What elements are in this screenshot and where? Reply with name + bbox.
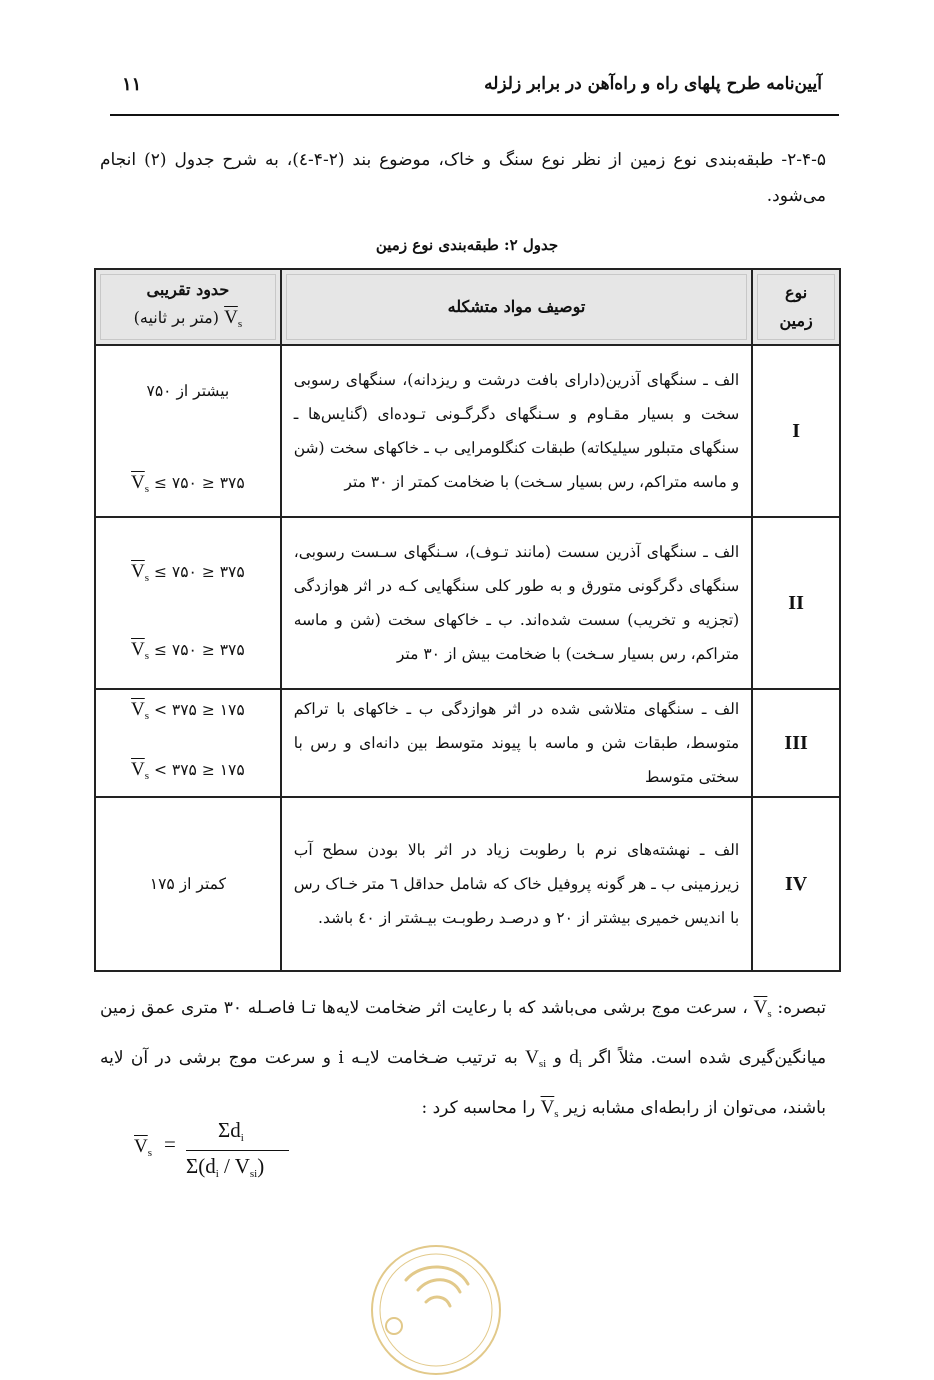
note-text-2: به ترتیب ضـخامت لایـه i و سرعت موج برشی در آن لایه باشند، می‌توان از رابطه‌ای مشابه زیر [100, 1048, 826, 1118]
vs-average-formula [134, 1118, 304, 1188]
note-paragraph: تبصره: $V_s$ ، سرعت موج برشی می‌باشد که با رعایت اثر ضخامت لایه‌ها تـا فاصـله ۳۰ متری عمق زمین میانگین‌گیری شده است. مثلاً اگر $d_i$ و $V_{si}$ به ترتیب ضـخامت لایـه i و سرعت موج برشی در آن لایه باشند، می‌توان از رابطه‌ای مشابه زیر $V_s$ را محاسبه کرد : [100, 997, 827, 1120]
description-cell: الف ـ سنگهای آذرین سست (مانند تـوف)، سـنگهای سـست رسوبی، سنگهای دگرگونی متورق و به طور کلی سنگهایی کـه در اثر هوازدگی (تجزیه و تخریب) سست شده‌اند. ب ـ خاکهای سخت (شن و ماسه متراکم، رس بسیار سـخت) با ضخامت بیش از ۳۰ متر [281, 517, 752, 689]
vs-symbol: V [131, 699, 145, 720]
velocity-cell [95, 797, 281, 971]
running-header-title: آیین‌نامه طرح پلهای راه و راه‌آهن در برابر زلزله [484, 74, 822, 94]
soil-type-cell: IV [752, 797, 840, 971]
vs-symbol: V [224, 307, 238, 328]
header-soil-type [752, 269, 840, 345]
velocity-range-a: کمتر از ۱۷۵ [149, 875, 226, 893]
description-cell: الف ـ سنگهای متلاشی شده در اثر هوازدگی ب ـ خاکهای با تراکم متوسط، طبقات شن و ماسه با پیوند متوسط بین دانه‌ای و رس با سختی متوسط [281, 689, 752, 797]
velocity-cell [95, 689, 281, 797]
note-text-1: ، سرعت موج برشی می‌باشد که با رعایت اثر ضخامت لایه‌ها تـا فاصـله ۳۰ متری عمق زمین میانگین‌گیری شده است. مثلاً اگر [100, 998, 827, 1068]
formula-numerator: $\Sigma d_i$ [218, 1118, 244, 1144]
vsi-symbol: $V_{si}$ [525, 1047, 547, 1070]
soil-classification-table [94, 268, 841, 972]
table-row [95, 689, 840, 797]
note-and: و [553, 1048, 562, 1068]
header-description-label: توصیف مواد متشکله [447, 297, 586, 316]
vs-symbol: V [131, 561, 145, 582]
soil-type-cell: III [752, 689, 840, 797]
soil-type-cell: II [752, 517, 840, 689]
vs-symbol: V [131, 639, 145, 660]
velocity-range-b: ۳۷۵ ≤ $V_s$ ≤ ۷۵۰ [131, 472, 245, 495]
description-cell: الف ـ سنگهای آذرین(دارای بافت درشت و ریزدانه)، سنگهای رسوبی سخت و بسیار مقـاوم و سـنگهای دگرگـونی تـوده‌ای (گنایس‌ها ـ سنگهای متبلور سیلیکاته) طبقات کنگلومرایی ب ـ خاکهای سخت (شن و ماسه متراکم، رس بسیار سـخت) با ضخامت کمتر از ۳۰ متر [281, 345, 752, 517]
note-text-3: را محاسبه کرد : [421, 1098, 536, 1118]
header-velocity-unit-line: $V_s$ (متر بر ثانیه) [133, 307, 243, 330]
header-description [281, 269, 752, 345]
di-symbol: $d_i$ [569, 1047, 582, 1070]
velocity-range-a: بیشتر از ۷۵۰ [146, 382, 230, 400]
soil-type-cell: I [752, 345, 840, 517]
formula-fraction-bar [186, 1150, 289, 1151]
watermark-seal [366, 1240, 506, 1380]
table-row [95, 345, 840, 517]
vs-symbol: V [753, 997, 768, 1018]
header-velocity-title: حدود تقریبی [146, 280, 230, 299]
note-label: تبصره: [777, 998, 827, 1018]
page-number: ۱۱ [122, 74, 142, 95]
header-velocity [95, 269, 281, 345]
vs-symbol: V [131, 759, 145, 780]
header-soil-type-line1: نوع [784, 283, 808, 302]
table-row [95, 797, 840, 971]
velocity-cell [95, 345, 281, 517]
table-caption: جدول ۲: طبقه‌بندی نوع زمین [375, 236, 559, 254]
vs-symbol: V [540, 1097, 555, 1118]
velocity-range-a: ۳۷۵ ≤ $V_s$ ≤ ۷۵۰ [131, 561, 245, 584]
velocity-range-a: ۱۷۵ ≤ $V_s$ < ۳۷۵ [131, 699, 245, 722]
header-rule [110, 114, 839, 116]
velocity-range-b: ۱۷۵ ≤ $V_s$ < ۳۷۵ [131, 759, 245, 782]
header-soil-type-line2: زمین [779, 311, 813, 330]
description-cell: الف ـ نهشته‌های نرم با رطوبت زیاد در اثر بالا بودن سطح آب زیرزمینی ب ـ هر گونه پروفیل خاک که شامل حداقل ٦ متر خـاک رس با اندیس خمیری بیشتر از ۲۰ و درصـد رطوبـت بیـشتر از ٤۰ باشد. [281, 797, 752, 971]
table-header-row [95, 269, 840, 345]
formula-equals: = [164, 1132, 176, 1156]
formula-lhs: $\overline{V}_s$ [134, 1136, 153, 1159]
table-row [95, 517, 840, 689]
velocity-unit: (متر بر ثانیه) [133, 308, 219, 327]
intro-paragraph: ۲-۴-۵- طبقه‌بندی نوع زمین از نظر نوع سنگ و خاک، موضوع بند (۲-۴-٤)، به شرح جدول (۲) انجام می‌شود. [100, 150, 826, 206]
formula-denominator: $\Sigma(d_i / V_{si})$ [186, 1154, 265, 1180]
velocity-range-b: ۳۷۵ ≤ $V_s$ ≤ ۷۵۰ [131, 639, 245, 662]
vs-symbol: V [131, 472, 145, 493]
velocity-cell [95, 517, 281, 689]
